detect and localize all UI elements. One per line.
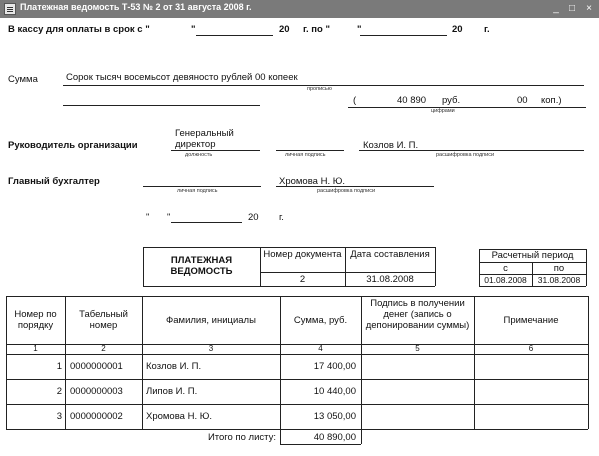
row-sum: 17 400,00 xyxy=(313,361,356,372)
row-name: Козлов И. П. xyxy=(146,361,202,372)
window-titlebar[interactable] xyxy=(0,0,599,18)
date-quote-2: " xyxy=(167,212,171,223)
column-number-1: 1 xyxy=(33,344,38,353)
window-title: Платежная ведомость Т-53 № 2 от 31 августа 2008 г. xyxy=(20,2,252,12)
column-header-note: Примечание xyxy=(503,315,559,326)
period-to-label: по xyxy=(553,263,565,274)
column-header-name: Фамилия, инициалы xyxy=(166,315,256,326)
caption-position: должность xyxy=(185,152,213,158)
caption-in-words: прописью xyxy=(307,86,332,92)
quote-1: " xyxy=(191,24,196,35)
period-from: 01.08.2008 xyxy=(484,275,527,285)
sum-kopecks: 00 xyxy=(517,95,528,106)
document-icon xyxy=(4,3,16,15)
sum-rubles: 40 890 xyxy=(397,95,427,106)
document-date: 31.08.2008 xyxy=(366,274,414,285)
sum-label: Сумма xyxy=(8,74,38,85)
period-from-label: с xyxy=(503,263,508,274)
period-to-label: г. по " xyxy=(303,24,330,35)
document-number-header: Номер документа xyxy=(263,249,342,260)
caption-accountant-sign: личная подпись xyxy=(177,188,218,194)
column-header-sum: Сумма, руб. xyxy=(293,315,348,326)
sum-open-paren: ( xyxy=(353,95,357,106)
quote-2: " xyxy=(357,24,362,35)
document-date-header: Дата составления xyxy=(350,249,430,260)
minimize-icon[interactable]: _ xyxy=(553,3,559,14)
close-icon[interactable]: × xyxy=(586,3,592,14)
row-tab-number: 0000000002 xyxy=(70,411,123,422)
caption-in-digits: цифрами xyxy=(431,108,455,114)
row-number: 2 xyxy=(56,386,62,397)
caption-head-decode: расшифровка подписи xyxy=(436,152,495,158)
row-sum: 10 440,00 xyxy=(313,386,356,397)
sum-in-words: Сорок тысяч восемьсот девяносто рублей 00 копеек xyxy=(66,72,298,83)
column-number-4: 4 xyxy=(318,344,323,353)
total-label: Итого по листу: xyxy=(207,432,276,443)
row-name: Липов И. П. xyxy=(146,386,198,397)
year-1: 20 xyxy=(279,24,290,35)
column-header-number: Номер по порядку xyxy=(14,309,57,331)
period-to: 31.08.2008 xyxy=(537,275,581,285)
period-header: Расчетный период xyxy=(491,250,574,261)
column-header-tab-number: Табельный номер xyxy=(79,309,128,331)
head-label: Руководитель организации xyxy=(8,140,138,151)
head-position: Генеральный директор xyxy=(175,128,234,150)
year-suffix: г. xyxy=(484,24,490,35)
accountant-label: Главный бухгалтер xyxy=(8,176,100,187)
document-number: 2 xyxy=(299,274,306,285)
maximize-icon[interactable]: □ xyxy=(568,3,576,14)
column-number-5: 5 xyxy=(415,344,420,353)
head-name: Козлов И. П. xyxy=(363,140,419,151)
row-tab-number: 0000000001 xyxy=(70,361,123,372)
accountant-name: Хромова Н. Ю. xyxy=(279,176,345,187)
row-number: 1 xyxy=(56,361,62,372)
kopecks-label: коп.) xyxy=(541,95,562,106)
caption-accountant-decode: расшифровка подписи xyxy=(317,188,376,194)
row-name: Хромова Н. Ю. xyxy=(146,411,212,422)
row-tab-number: 0000000003 xyxy=(70,386,123,397)
document-title: ПЛАТЕЖНАЯ ВЕДОМОСТЬ xyxy=(170,255,233,277)
rubles-label: руб. xyxy=(442,95,461,106)
column-number-2: 2 xyxy=(101,344,106,353)
column-header-signature: Подпись в получении денег (запись о депонировании суммы) xyxy=(365,298,470,331)
date-quote-1: " xyxy=(146,212,150,223)
column-number-3: 3 xyxy=(208,344,214,353)
date-year-suffix: г. xyxy=(279,212,284,223)
year-2: 20 xyxy=(452,24,463,35)
row-number: 3 xyxy=(56,411,62,422)
row-sum: 13 050,00 xyxy=(313,411,356,422)
date-year: 20 xyxy=(248,212,259,223)
column-number-6: 6 xyxy=(528,344,534,353)
cash-prefix: В кассу для оплаты в срок с " xyxy=(8,24,150,35)
total-value: 40 890,00 xyxy=(313,432,356,443)
caption-head-sign: личная подпись xyxy=(285,152,326,158)
